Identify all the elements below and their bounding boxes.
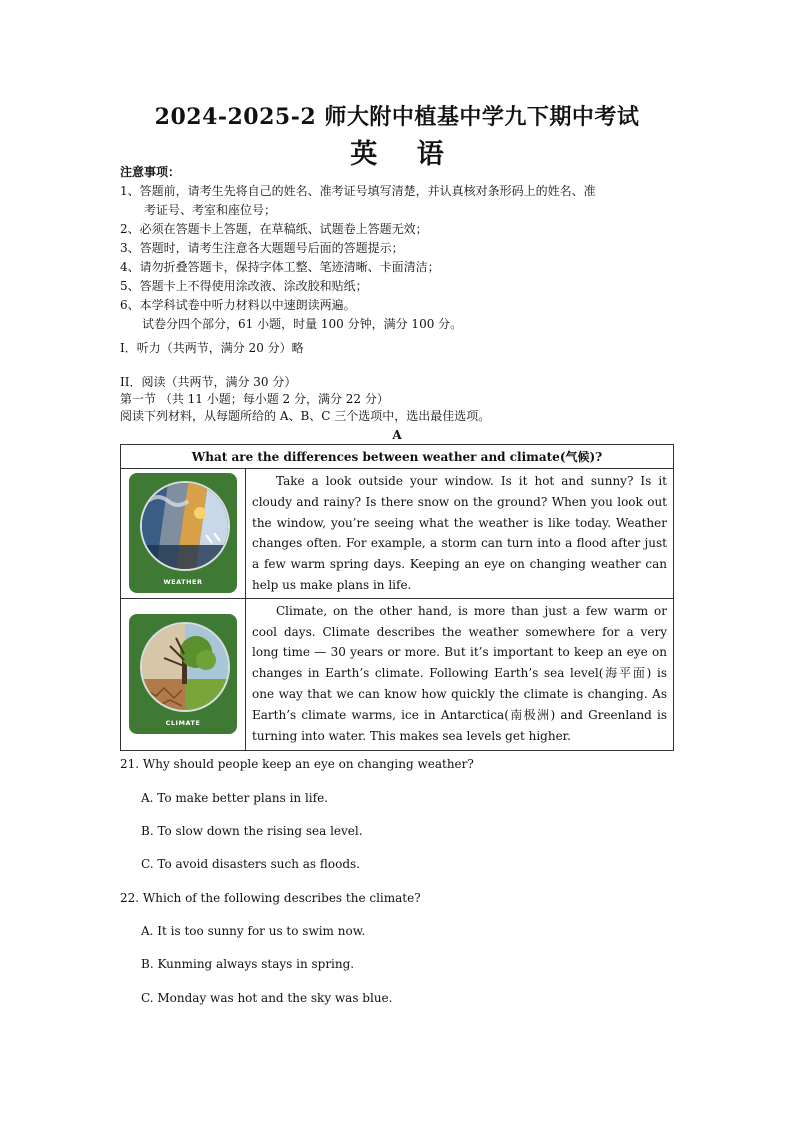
notes-item: 4、请勿折叠答题卡，保持字体工整、笔迹清晰、卡面清洁；	[120, 260, 440, 274]
notes-item: 6、本学科试卷中听力材料以中速朗读两遍。	[120, 298, 356, 312]
part1-heading: I．听力（共两节，满分 20 分）略	[120, 341, 304, 355]
climate-paragraph	[246, 598, 674, 750]
passage-label: A	[392, 428, 402, 442]
weather-paragraph	[246, 469, 674, 599]
part2-block	[120, 374, 490, 425]
climate-caption: CLIMATE	[165, 719, 201, 728]
question-option[interactable]: B. To slow down the rising sea level.	[141, 824, 363, 838]
notes-item: 考证号、考室和座位号；	[144, 203, 277, 217]
question-option[interactable]: C. To avoid disasters such as floods.	[141, 857, 360, 871]
question-option[interactable]: B. Kunming always stays in spring.	[141, 957, 355, 971]
notes-item: 2、必须在答题卡上答题，在草稿纸、试题卷上答题无效；	[120, 222, 428, 236]
question-option[interactable]: A. It is too sunny for us to swim now.	[141, 924, 366, 938]
notes-item: 3、答题时，请考生注意各大题题号后面的答题提示；	[120, 241, 404, 255]
climate-image	[129, 614, 237, 734]
section-heading: 第一节 （共 11 小题；每小题 2 分，满分 22 分）	[120, 392, 389, 406]
weather-image	[129, 473, 237, 593]
weather-caption: WEATHER	[163, 578, 203, 587]
reading-instruction: 阅读下列材料，从每题所给的 A、B、C 三个选项中，选出最佳选项。	[120, 409, 491, 423]
climate-image-cell	[121, 598, 246, 750]
passage-table	[120, 444, 674, 751]
subject-title: 英 语	[350, 139, 444, 170]
exam-title: 2024-2025-2 师大附中植基中学九下期中考试	[154, 104, 640, 130]
question-option[interactable]: C. Monday was hot and the sky was blue.	[141, 991, 393, 1005]
weather-image-cell	[121, 469, 246, 599]
climate-text: Climate, on the other hand, is more than just a few warm or cool days. Climate describes the weather somewhere for a very long time — 30 years or more. But it’s important to keep an eye on changes in Earth’s climate. Following Earth’s sea level(海平面) is one way that we can know how quickly the climate is changing. As Earth’s climate warms, ice in Antarctica(南极洲) and Greenland is turning into water. This makes sea levels get higher.	[252, 603, 667, 743]
notes-item: 1、答题前，请考生先将自己的姓名、准考证号填写清楚，并认真核对条形码上的姓名、准	[120, 184, 596, 198]
notes-summary: 试卷分四个部分，61 小题，时量 100 分钟，满分 100 分。	[142, 317, 463, 331]
weather-text: Take a look outside your window. Is it hot and sunny? Is it cloudy and rainy? Is there snow on the ground? When you look out the window, you’re seeing what the weather is like today. Weather changes often. For example, a storm can turn into a flood after just a few warm spring days. Keeping an eye on changing weather can help us make plans in life.	[252, 474, 667, 592]
question-option[interactable]: A. To make better plans in life.	[141, 791, 328, 805]
climate-globe-icon	[140, 622, 230, 712]
exam-notes	[120, 163, 680, 334]
passage-table-title: What are the differences between weather and climate(气候)?	[121, 445, 674, 469]
part2-heading: II．阅读（共两节，满分 30 分）	[120, 375, 297, 389]
question-stem: 21. Why should people keep an eye on changing weather?	[120, 757, 474, 771]
notes-item: 5、答题卡上不得使用涂改液、涂改胶和贴纸；	[120, 279, 368, 293]
weather-globe-icon	[140, 481, 230, 571]
notes-heading: 注意事项：	[120, 165, 181, 179]
question-stem: 22. Which of the following describes the climate?	[120, 891, 421, 905]
